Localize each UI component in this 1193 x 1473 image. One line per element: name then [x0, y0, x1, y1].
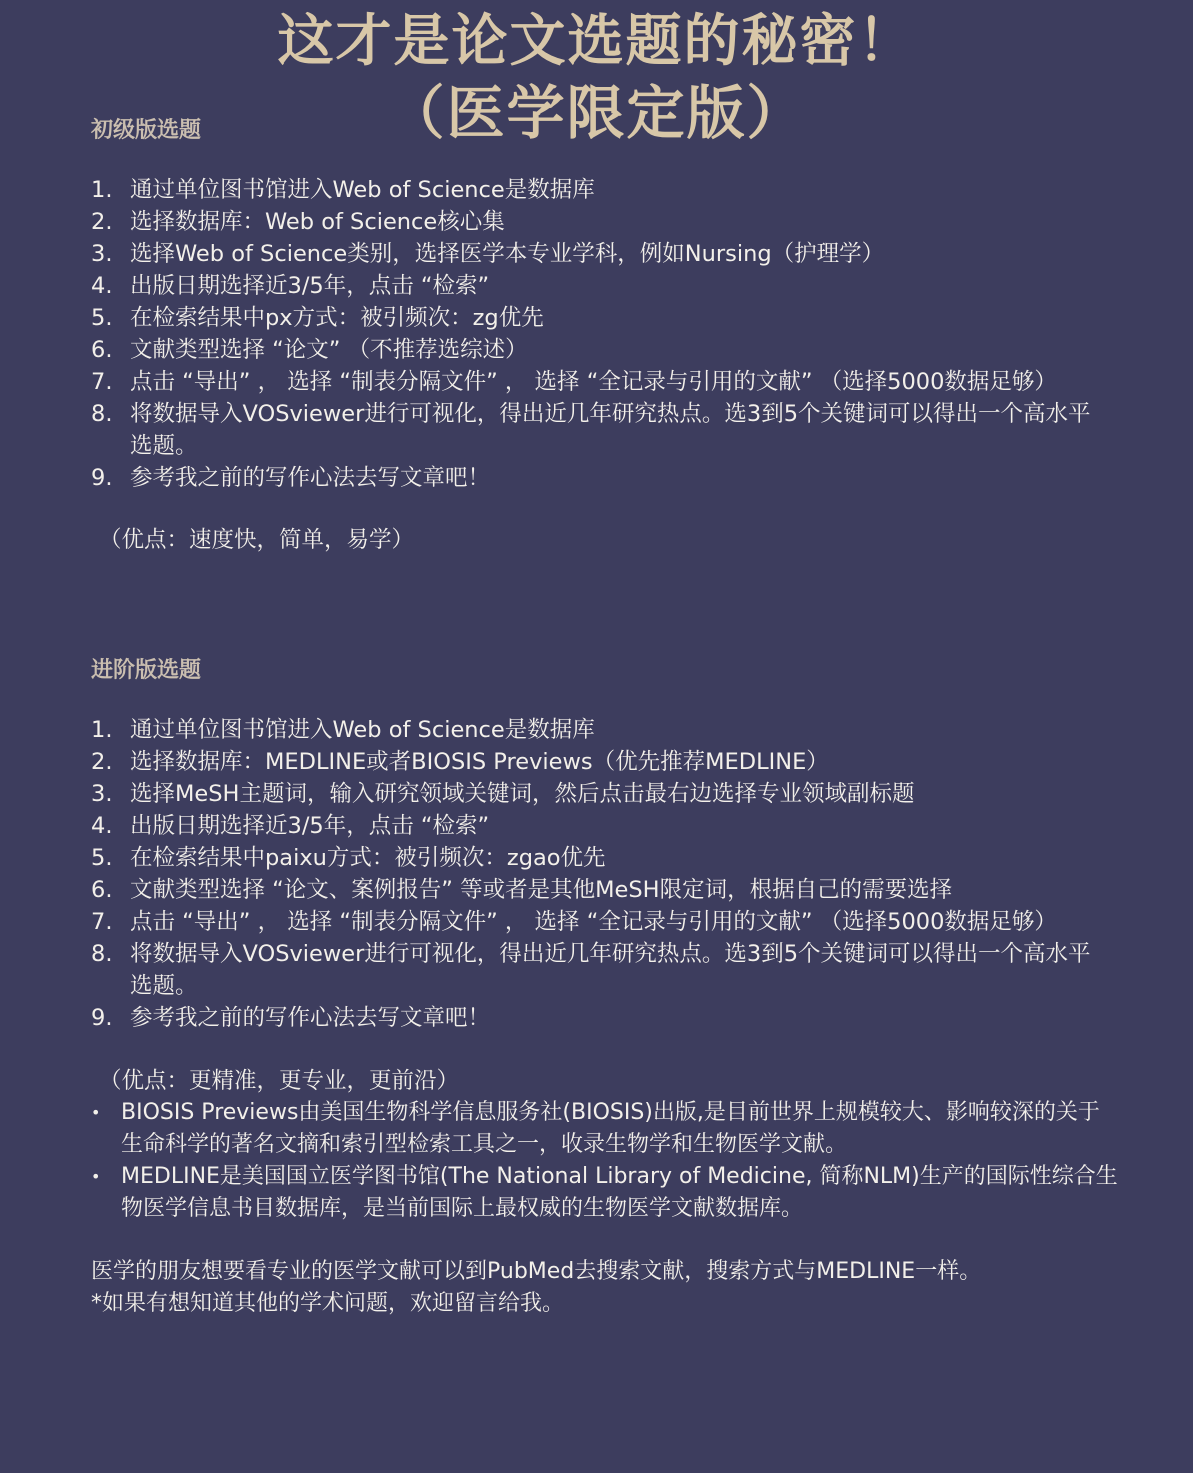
step-text: 点击 “导出” ， 选择 “制表分隔文件” ， 选择 “全记录与引用的文献” （选择5000数据足够） [130, 369, 1057, 395]
step-text: 将数据导入VOSviewer进行可视化，得出近几年研究热点。选3到5个关键词可以得出一个高水平选题。 [130, 401, 1091, 459]
step-number: 6. [91, 877, 113, 903]
step-text: 通过单位图书馆进入Web of Science是数据库 [130, 177, 595, 203]
step-text: 参考我之前的写作心法去写文章吧！ [130, 1005, 491, 1031]
step-text: 选择Web of Science类别，选择医学本专业学科，例如Nursing（护理学） [130, 241, 885, 267]
bullet-icon: • [91, 1167, 101, 1186]
list-item [91, 302, 1101, 334]
list-item [91, 778, 1101, 810]
page-title: 这才是论文选题的秘密！ [277, 9, 916, 74]
footer-contact-note: *如果有想知道其他的学术问题，欢迎留言给我。 [91, 1291, 565, 1316]
step-number: 1. [91, 177, 113, 203]
step-number: 6. [91, 337, 113, 363]
bullet-icon: • [91, 1103, 101, 1122]
step-text: 通过单位图书馆进入Web of Science是数据库 [130, 717, 595, 743]
step-number: 5. [91, 305, 113, 331]
basic-steps-list [91, 174, 1101, 494]
step-number: 9. [91, 465, 113, 491]
step-text: 点击 “导出” ， 选择 “制表分隔文件” ， 选择 “全记录与引用的文献” （选择5000数据足够） [130, 909, 1057, 935]
step-text: 参考我之前的写作心法去写文章吧！ [130, 465, 491, 491]
list-item [91, 398, 1101, 462]
page-subtitle: （医学限定版） [386, 79, 807, 147]
list-item [91, 714, 1101, 746]
basic-advantages-note: （优点：速度快，简单，易学） [99, 527, 415, 553]
step-number: 3. [91, 241, 113, 267]
list-item [91, 810, 1101, 842]
step-text: 出版日期选择近3/5年，点击 “检索” [130, 813, 490, 839]
advanced-steps-list [91, 714, 1101, 1034]
list-item [91, 206, 1101, 238]
step-number: 4. [91, 273, 113, 299]
bullet-text: MEDLINE是美国国立医学图书馆(The National Library of Medicine, 简称NLM)生产的国际性综合生物医学信息书目数据库，是当前国际上最权威的生物医学文献数据库。 [121, 1164, 1118, 1221]
step-text: 文献类型选择 “论文” （不推荐选综述） [130, 337, 528, 363]
step-text: 文献类型选择 “论文、案例报告” 等或者是其他MeSH限定词，根据自己的需要选择 [130, 877, 953, 903]
advanced-advantages-note: （优点：更精准，更专业，更前沿） [99, 1068, 460, 1094]
step-text: 将数据导入VOSviewer进行可视化，得出近几年研究热点。选3到5个关键词可以得出一个高水平选题。 [130, 941, 1091, 999]
step-number: 9. [91, 1005, 113, 1031]
list-item [91, 1161, 1121, 1225]
list-item [91, 462, 1101, 494]
step-number: 5. [91, 845, 113, 871]
step-text: 在检索结果中px方式：被引频次：zg优先 [130, 305, 544, 331]
step-number: 8. [91, 941, 113, 967]
step-text: 出版日期选择近3/5年，点击 “检索” [130, 273, 490, 299]
list-item [91, 238, 1101, 270]
step-text: 选择数据库：MEDLINE或者BIOSIS Previews（优先推荐MEDLINE） [130, 749, 829, 775]
step-number: 2. [91, 749, 113, 775]
step-text: 在检索结果中paixu方式：被引频次：zgao优先 [130, 845, 606, 871]
advanced-section-heading: 进阶版选题 [91, 658, 202, 683]
list-item [91, 270, 1101, 302]
list-item [91, 874, 1101, 906]
step-number: 7. [91, 909, 113, 935]
step-number: 8. [91, 401, 113, 427]
list-item [91, 366, 1101, 398]
list-item [91, 938, 1101, 1002]
bullet-text: BIOSIS Previews由美国生物科学信息服务社(BIOSIS)出版,是目前世界上规模较大、影响较深的关于生命科学的著名文摘和索引型检索工具之一，收录生物学和生物医学文献。 [121, 1100, 1100, 1157]
list-item [91, 1002, 1101, 1034]
list-item [91, 334, 1101, 366]
list-item [91, 1097, 1121, 1161]
list-item [91, 842, 1101, 874]
step-number: 1. [91, 717, 113, 743]
list-item [91, 746, 1101, 778]
database-notes-list [91, 1097, 1121, 1225]
step-number: 3. [91, 781, 113, 807]
footer-pubmed-tip: 医学的朋友想要看专业的医学文献可以到PubMed去搜索文献，搜索方式与MEDLINE一样。 [91, 1259, 982, 1284]
step-number: 2. [91, 209, 113, 235]
step-text: 选择数据库：Web of Science核心集 [130, 209, 505, 235]
step-number: 7. [91, 369, 113, 395]
list-item [91, 174, 1101, 206]
list-item [91, 906, 1101, 938]
step-text: 选择MeSH主题词，输入研究领域关键词，然后点击最右边选择专业领域副标题 [130, 781, 915, 807]
step-number: 4. [91, 813, 113, 839]
basic-section-heading: 初级版选题 [91, 118, 202, 143]
